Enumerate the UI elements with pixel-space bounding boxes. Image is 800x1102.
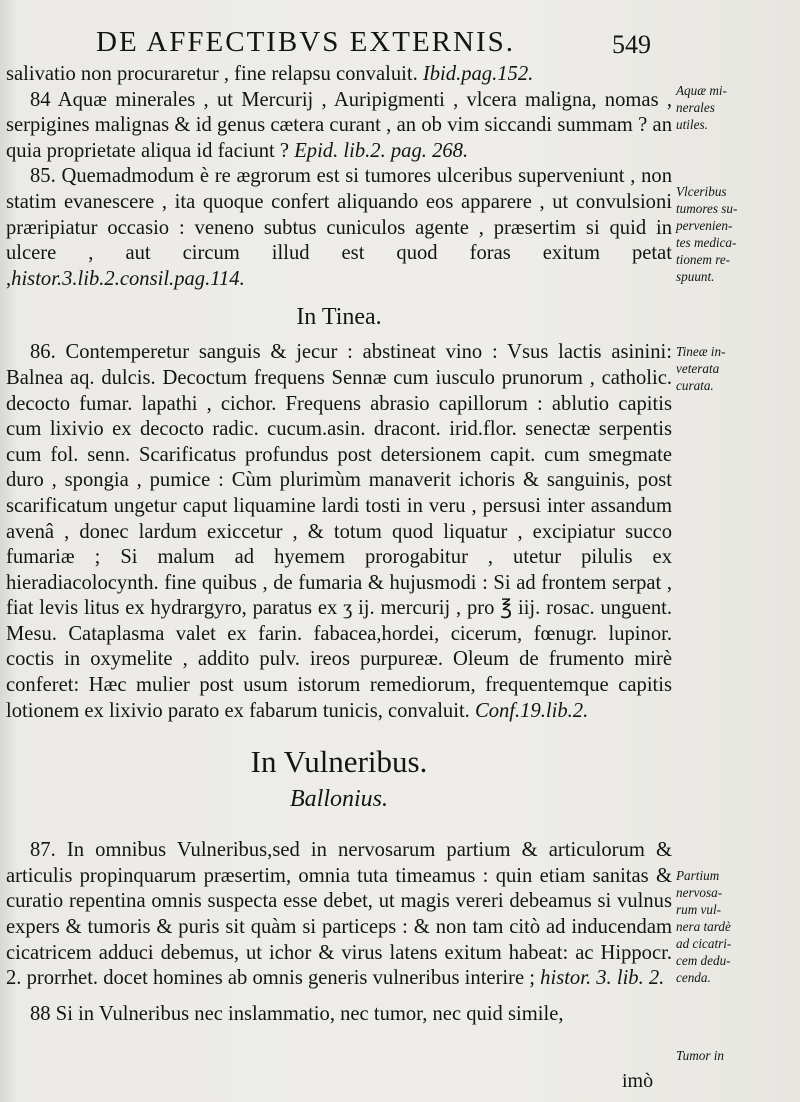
citation: Ibid.pag.152. <box>422 63 534 85</box>
paragraph: 87. In omnibus Vulneribus,sed in nervosarum partium & articulorum & articulis propinquarum præsertim, omnia tuta timeamus : quin etiam sanitas & curatio repentina omnis suspecta esse debet, ut magis vereri debeamus si vulnus expers & tumoris & puris sit quàm si particeps : & non tam citò ad inducendam cicatricem adduci debemus, ut ichor & virus latens exitum habeat: ac Hippocr. 2. prorrhet. docet homines ab omnis generis vulneribus interire ; histor. 3. lib. 2. <box>6 839 672 990</box>
margin-note: Tumor in <box>676 1048 725 1063</box>
main-text-column <box>6 62 672 1027</box>
paragraph: 86. Contemperetur sanguis & jecur : abstineat vino : Vsus lactis asinini: Balnea aq. dulcis. Decoctum frequens Sennæ cum iusculo prunorum , catholic. decocto fumar. lapathi , cichor. Frequens abrasio capillorum : ablutio capitis cum lixivio ex decocto radic. cucum.asin. dracont. irid.flor. senectæ serpentis cum fol. senn. Scarificatus profundus post detersionem capit. cum smegmate duro , spongia , pumice : Cùm plurimùm manaverit ichoris & sanguinis, post scarificatum ungetur caput liquamine lardi tosti in veru , persusi inter assandum avenâ , donec lardum exiccetur , & totum quod liquatur , excipiatur succo fumariæ ; Si malum ad hyemem prorogabitur , utetur pilulis ex hieradiacolocynth. fine quibus , de fumaria & hujusmodi : Si ad frontem serpat , fiat levis litus ex hydrargyro, paratus ex ʒ ij. mercurij , pro ℥ iij. rosac. unguent. Mesu. Cataplasma valet ex farin. fabacea,hordei, cicerum, fœnugr. lupinor. coctis in oxymelite , addito pulv. ireos purpureæ. Oleum de frumento mirè conferet: Hæc mulier post usum istorum remediorum, frequentemque capitis lotionem ex lixivio parato ex fabarum tunicis, convaluit. Conf.19.lib.2. <box>6 341 672 722</box>
paragraph: 88 Si in Vulneribus nec inslammatio, nec tumor, nec quid simile, <box>30 1002 564 1025</box>
page-number: 549 <box>612 30 651 59</box>
section-heading: In Tinea. <box>296 304 382 331</box>
citation: histor.3.lib.2.consil.pag.114. <box>11 267 245 290</box>
citation: Epid. lib.2. pag. 268. <box>294 139 469 162</box>
catchword: imò <box>622 1070 654 1092</box>
paragraph: salivatio non procuraretur , fine relapsu convaluit. Ibid.pag.152. <box>6 63 534 85</box>
running-title: DE AFFECTIBVS EXTERNIS. <box>96 26 516 58</box>
margin-note: Partium nervosa- rum vul- nera tardè ad cicatri- cem dedu- cenda. <box>676 868 732 985</box>
margin-note: Vlceribus tumores su- pervenien- tes medica- tionem re- spuunt. <box>676 184 738 284</box>
margin-note: Tineæ in- veterata curata. <box>676 344 726 393</box>
margin-note: Aquæ mi- nerales utiles. <box>676 83 727 132</box>
paragraph: 85. Quemadmodum è re ægrorum est si tumores ulceribus superveniunt , non statim evanescere , ita quoque confert aliquando eos apparere , ut convulsioni præripiatur occasio : veneno subtus cuniculos agente , præsertim si quid in ulcere , aut circum illud est quod foras exitum petat ,histor.3.lib.2.consil.pag.114. <box>6 165 672 290</box>
citation: histor. 3. lib. 2. <box>540 967 665 990</box>
citation: Conf.19.lib.2. <box>474 699 589 722</box>
author-subheading: Ballonius. <box>289 786 388 813</box>
section-heading: In Vulneribus. <box>250 744 428 780</box>
paragraph: 84 Aquæ minerales , ut Mercurij , Auripigmenti , vlcera maligna, nomas , serpigines malignas & id genus cætera curant , an ob vim siccandi summam ? an quia proprietate aliqua id faciunt ? Epid. lib.2. pag. 268. <box>6 88 672 162</box>
